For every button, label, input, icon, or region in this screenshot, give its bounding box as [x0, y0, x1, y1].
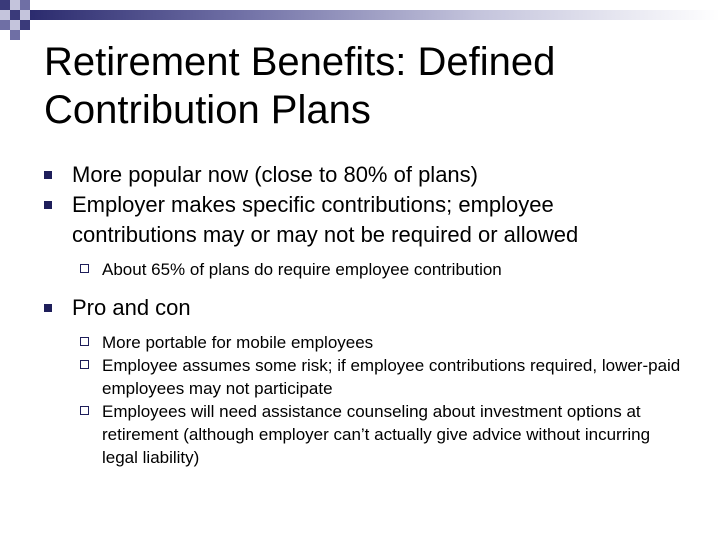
sub-bullet-text: About 65% of plans do require employee contribution: [102, 260, 502, 279]
hollow-square-bullet-icon: [80, 337, 89, 346]
sub-bullet-item: [44, 331, 684, 354]
bullet-text: Pro and con: [72, 295, 191, 320]
slide-title: [44, 38, 684, 134]
bullet-item: [44, 293, 684, 323]
title-line-1: Retirement Benefits: Defined: [44, 40, 556, 84]
hollow-square-bullet-icon: [80, 264, 89, 273]
bullet-item: [44, 160, 684, 190]
bullet-item: [44, 190, 684, 250]
title-line-2: Contribution Plans: [44, 88, 371, 132]
hollow-square-bullet-icon: [80, 406, 89, 415]
square-bullet-icon: [44, 171, 52, 179]
square-bullet-icon: [44, 201, 52, 209]
bullet-list: [44, 160, 684, 469]
hollow-square-bullet-icon: [80, 360, 89, 369]
sub-bullet-text: Employees will need assistance counseling about investment options at retirement (although employer can’t actually give advice without incurring legal liability): [102, 402, 651, 467]
sub-bullet-item: [44, 258, 684, 281]
sub-bullet-text: More portable for mobile employees: [102, 333, 374, 352]
top-accent-bar: [30, 10, 720, 20]
square-bullet-icon: [44, 304, 52, 312]
sub-bullet-item: [44, 354, 684, 400]
sub-bullet-text: Employee assumes some risk; if employee contributions required, lower-paid employees may not participate: [102, 356, 681, 398]
sub-bullet-item: [44, 400, 684, 469]
checker-decoration: [0, 0, 40, 40]
bullet-text: More popular now (close to 80% of plans): [72, 162, 478, 187]
bullet-text: Employer makes specific contributions; employee contributions may or may not be required or allowed: [72, 192, 579, 247]
